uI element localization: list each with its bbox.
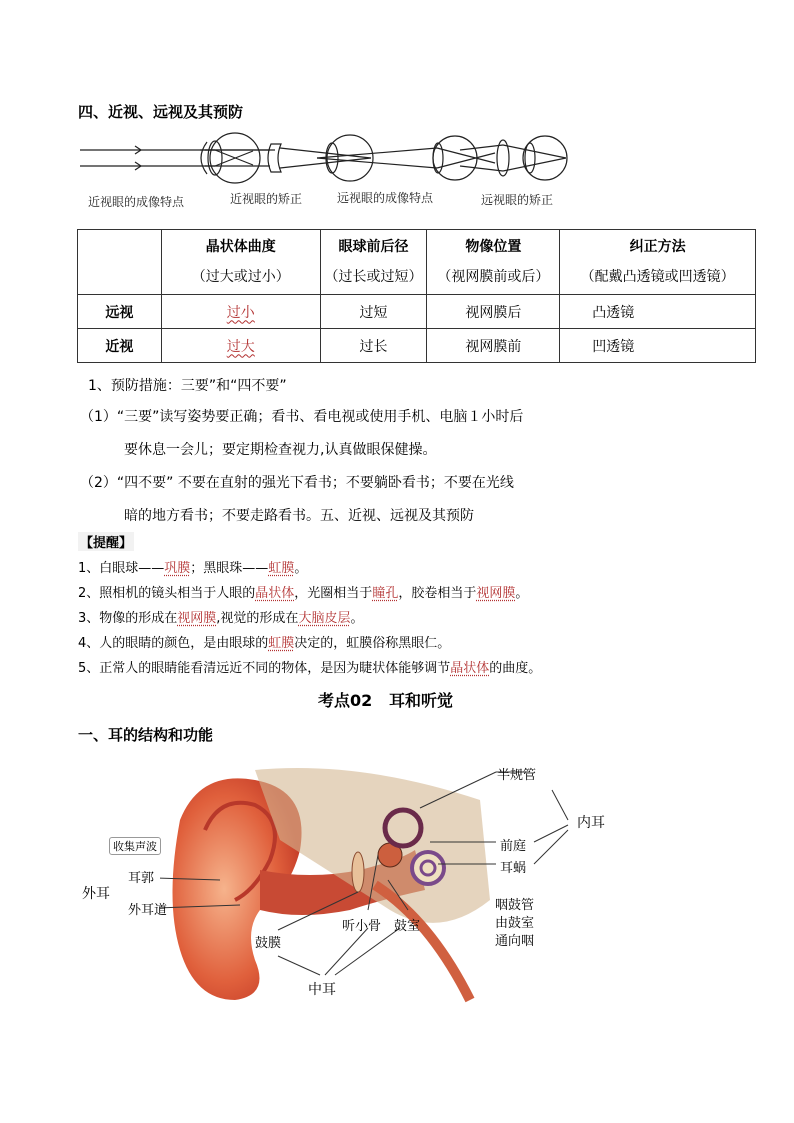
- hyperopia-imaging-diagram: [317, 136, 495, 180]
- header-method: 纠正方法 （配戴凸透镜或凹透镜）: [560, 230, 756, 295]
- header-length: 眼球前后径 （过长或过短）: [320, 230, 427, 295]
- cell-length: 过长: [320, 329, 427, 363]
- kaodian-title: 考点02 耳和听觉: [318, 691, 453, 710]
- tip-line-2: 2、照相机的镜头相当于人眼的晶状体，光圈相当于瞳孔，胶卷相当于视网膜。: [78, 586, 529, 601]
- eye-diagrams: [75, 128, 575, 186]
- eye-caption-4: 远视眼的矫正: [481, 193, 554, 207]
- cell-method: 凸透镜: [560, 295, 756, 329]
- prevention-point-2-cont: 暗的地方看书；不要走路看书。五、近视、远视及其预防: [124, 508, 474, 524]
- label-ear-canal: 外耳道: [128, 903, 168, 918]
- cell-curvature: 过小: [161, 295, 320, 329]
- label-auricle: 耳郭: [128, 871, 155, 886]
- row-label: 近视: [78, 329, 162, 363]
- prevention-point-1: （1）“三要”读写姿势要正确；看书、看电视或使用手机、电脑１小时后: [80, 409, 524, 425]
- prevention-point-2: （2）“四不要” 不要在直射的强光下看书；不要躺卧看书；不要在光线: [80, 475, 514, 491]
- header-empty: [78, 230, 162, 295]
- myopia-imaging-diagram: [80, 133, 260, 183]
- label-middle-ear: 中耳: [308, 982, 336, 998]
- table-header-row: [78, 230, 756, 295]
- tip-line-5: 5、正常人的眼睛能看清远近不同的物体，是因为睫状体能够调节晶状体的曲度。: [78, 661, 542, 676]
- label-inner-ear: 内耳: [577, 815, 605, 831]
- label-eardrum: 鼓膜: [255, 936, 282, 951]
- cell-image-pos: 视网膜后: [427, 295, 560, 329]
- header-image-pos: 物像位置 （视网膜前或后）: [427, 230, 560, 295]
- label-eustachian-tube: 咽鼓管 由鼓室 通向咽: [495, 898, 535, 949]
- label-semicircular-canals: 半规管: [497, 768, 537, 783]
- label-ossicles: 听小骨: [342, 919, 382, 934]
- cell-method: 凹透镜: [560, 329, 756, 363]
- header-curvature: 晶状体曲度 （过大或过小）: [161, 230, 320, 295]
- section-heading: 四、近视、远视及其预防: [78, 103, 244, 121]
- label-tympanic-cavity: 鼓室: [394, 919, 421, 934]
- eye-caption-3: 远视眼的成像特点: [337, 191, 434, 205]
- label-collect-sound: 收集声波: [109, 837, 161, 855]
- label-cochlea: 耳蜗: [500, 861, 527, 876]
- table-row: [78, 295, 756, 329]
- label-outer-ear: 外耳: [82, 886, 110, 902]
- eye-caption-1: 近视眼的成像特点: [88, 195, 185, 209]
- cell-image-pos: 视网膜前: [427, 329, 560, 363]
- tip-line-3: 3、物像的形成在视网膜,视觉的形成在大脑皮层。: [78, 611, 364, 626]
- ear-anatomy-illustration: [160, 760, 580, 1010]
- label-vestibule: 前庭: [500, 839, 527, 854]
- tip-line-1: 1、白眼球——巩膜；黑眼珠——虹膜。: [78, 561, 308, 576]
- cell-length: 过短: [320, 295, 427, 329]
- tip-tag: 【提醒】: [78, 532, 134, 551]
- eye-caption-2: 近视眼的矫正: [230, 192, 303, 206]
- row-label: 远视: [78, 295, 162, 329]
- tip-line-4: 4、人的眼睛的颜色，是由眼球的虹膜决定的，虹膜俗称黑眼仁。: [78, 636, 451, 651]
- cell-curvature: 过大: [161, 329, 320, 363]
- ear-section-heading: 一、耳的结构和功能: [78, 726, 214, 744]
- prevention-point-1-cont: 要休息一会儿；要定期检查视力,认真做眼保健操。: [124, 442, 437, 458]
- table-row: [78, 329, 756, 363]
- myopia-hyperopia-table: [77, 229, 756, 363]
- prevention-title: 1、预防措施：三要”和“四不要”: [88, 378, 287, 394]
